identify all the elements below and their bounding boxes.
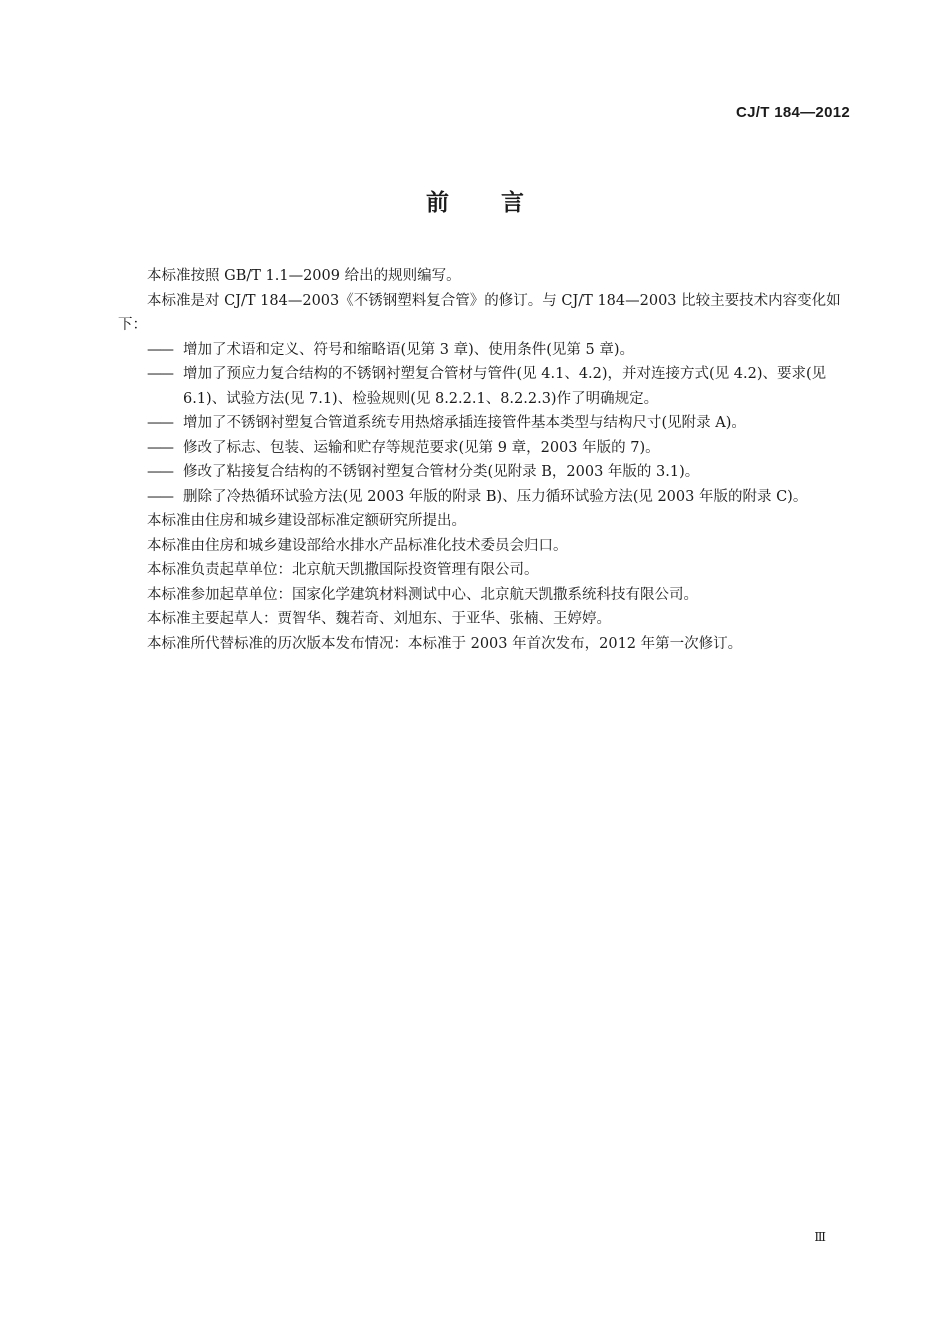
- dash-marker: ——: [147, 488, 172, 505]
- list-item: [118, 362, 852, 411]
- list-item-text: 删除了冷热循环试验方法(见 2003 年版的附录 B)、压力循环试验方法(见 2003 年版的附录 C)。: [183, 488, 808, 505]
- paragraph-version-history: 本标准所代替标准的历次版本发布情况：本标准于 2003 年首次发布，2012 年第一次修订。: [147, 635, 743, 652]
- list-item: [118, 338, 852, 363]
- dash-marker: ——: [147, 366, 172, 382]
- list-item-text: 增加了预应力复合结构的不锈钢衬塑复合管材与管件(见 4.1、4.2)，并对连接方式(见 4.2)、要求(见 6.1)、试验方法(见 7.1)、检验规则(见 8.2.2.1、8.2.2.3)作了明确规定。: [183, 366, 827, 407]
- list-item: [118, 485, 852, 510]
- standard-code: CJ/T 184—2012: [736, 104, 850, 121]
- dash-marker: ——: [147, 439, 172, 456]
- dash-marker: ——: [147, 415, 172, 431]
- list-item-text: 修改了标志、包装、运输和贮存等规范要求(见第 9 章，2003 年版的 7)。: [183, 439, 660, 456]
- list-item-text: 修改了粘接复合结构的不锈钢衬塑复合管材分类(见附录 B，2003 年版的 3.1)。: [183, 464, 700, 480]
- list-item: [118, 411, 852, 436]
- paragraph-revision-intro: 本标准是对 CJ/T 184—2003《不锈钢塑料复合管》的修订。与 CJ/T 184—2003 比较主要技术内容变化如下：: [118, 292, 841, 333]
- dash-marker: ——: [147, 464, 172, 480]
- list-item: [118, 460, 852, 485]
- paragraph-drafting-rules: 本标准按照 GB/T 1.1—2009 给出的规则编写。: [147, 268, 461, 284]
- list-item-text: 增加了不锈钢衬塑复合管道系统专用热熔承插连接管件基本类型与结构尺寸(见附录 A)。: [183, 415, 746, 431]
- paragraph-main-drafters: 本标准主要起草人：贾智华、魏若奇、刘旭东、于亚华、张楠、王婷婷。: [147, 611, 611, 627]
- foreword-body: [118, 264, 852, 656]
- paragraph-lead-drafter: 本标准负责起草单位：北京航天凯撒国际投资管理有限公司。: [147, 562, 539, 578]
- paragraph-participating-drafters: 本标准参加起草单位：国家化学建筑材料测试中心、北京航天凯撒系统科技有限公司。: [147, 586, 698, 603]
- dash-marker: ——: [147, 341, 172, 358]
- list-item: [118, 436, 852, 461]
- page-number: Ⅲ: [814, 1230, 826, 1244]
- page-title: 前言: [426, 190, 576, 216]
- paragraph-committee: 本标准由住房和城乡建设部给水排水产品标准化技术委员会归口。: [147, 537, 568, 554]
- change-list: [118, 338, 852, 510]
- paragraph-proposer: 本标准由住房和城乡建设部标准定额研究所提出。: [147, 513, 466, 529]
- list-item-text: 增加了术语和定义、符号和缩略语(见第 3 章)、使用条件(见第 5 章)。: [183, 341, 635, 358]
